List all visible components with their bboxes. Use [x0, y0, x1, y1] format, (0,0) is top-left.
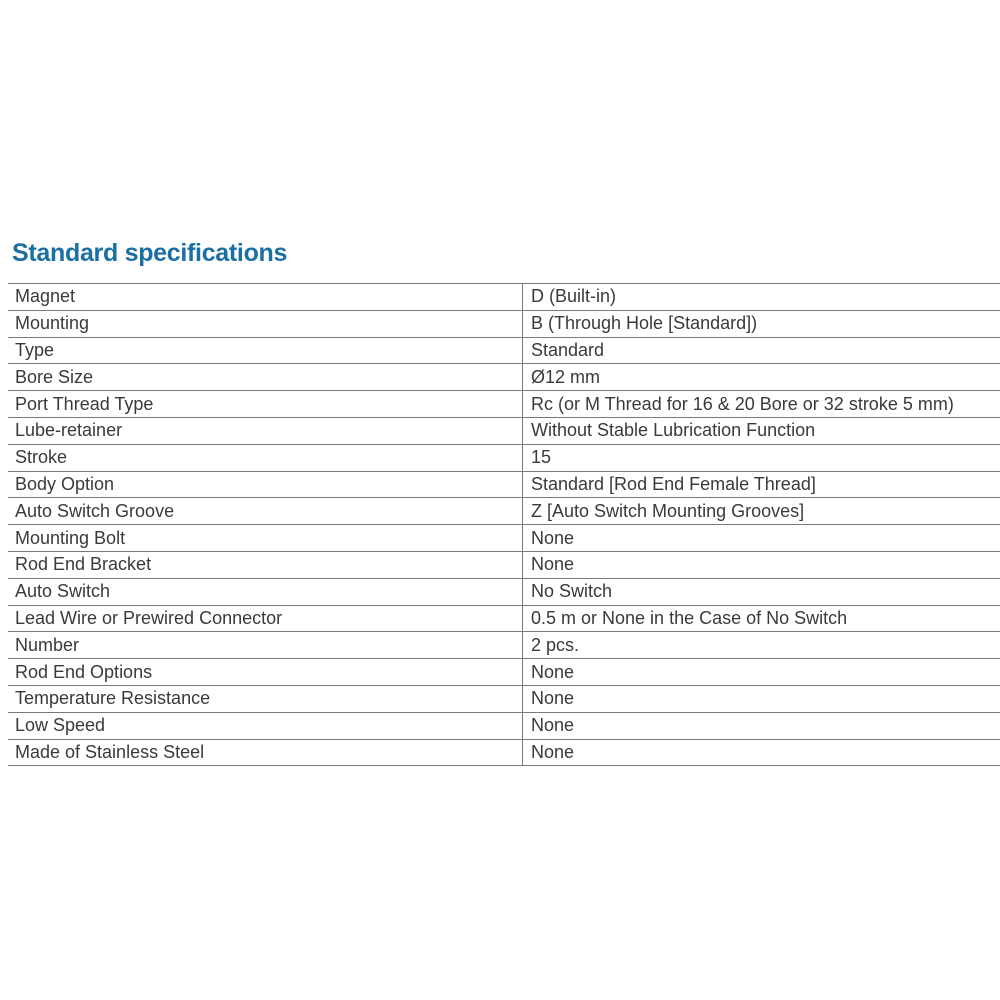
- spec-label: Low Speed: [8, 712, 523, 739]
- table-row: [8, 659, 1000, 686]
- spec-label: Temperature Resistance: [8, 685, 523, 712]
- spec-value: Ø12 mm: [523, 364, 1000, 391]
- spec-value: 0.5 m or None in the Case of No Switch: [523, 605, 1000, 632]
- spec-value: None: [523, 685, 1000, 712]
- spec-table: [8, 283, 1000, 766]
- spec-value: Standard: [523, 337, 1000, 364]
- spec-value: No Switch: [523, 578, 1000, 605]
- table-row: [8, 471, 1000, 498]
- spec-label: Auto Switch Groove: [8, 498, 523, 525]
- spec-table-body: [8, 284, 1000, 766]
- spec-value: Without Stable Lubrication Function: [523, 417, 1000, 444]
- spec-label: Auto Switch: [8, 578, 523, 605]
- spec-value: None: [523, 525, 1000, 552]
- spec-label: Port Thread Type: [8, 391, 523, 418]
- spec-label: Mounting: [8, 310, 523, 337]
- spec-label: Magnet: [8, 284, 523, 311]
- table-row: [8, 444, 1000, 471]
- table-row: [8, 525, 1000, 552]
- table-row: [8, 284, 1000, 311]
- spec-label: Stroke: [8, 444, 523, 471]
- spec-value: None: [523, 551, 1000, 578]
- spec-value: Standard [Rod End Female Thread]: [523, 471, 1000, 498]
- spec-value: 15: [523, 444, 1000, 471]
- table-row: [8, 310, 1000, 337]
- table-row: [8, 364, 1000, 391]
- spec-label: Mounting Bolt: [8, 525, 523, 552]
- table-row: [8, 551, 1000, 578]
- table-row: [8, 632, 1000, 659]
- spec-value: None: [523, 712, 1000, 739]
- table-row: [8, 417, 1000, 444]
- spec-label: Number: [8, 632, 523, 659]
- table-row: [8, 712, 1000, 739]
- table-row: [8, 578, 1000, 605]
- spec-label: Lube-retainer: [8, 417, 523, 444]
- spec-value: Z [Auto Switch Mounting Grooves]: [523, 498, 1000, 525]
- spec-value: B (Through Hole [Standard]): [523, 310, 1000, 337]
- page-title: Standard specifications: [12, 239, 288, 267]
- table-row: [8, 685, 1000, 712]
- spec-value: None: [523, 659, 1000, 686]
- spec-label: Rod End Bracket: [8, 551, 523, 578]
- spec-label: Rod End Options: [8, 659, 523, 686]
- table-row: [8, 739, 1000, 766]
- spec-value: Rc (or M Thread for 16 & 20 Bore or 32 stroke 5 mm): [523, 391, 1000, 418]
- table-row: [8, 391, 1000, 418]
- spec-value: D (Built-in): [523, 284, 1000, 311]
- spec-label: Lead Wire or Prewired Connector: [8, 605, 523, 632]
- spec-label: Made of Stainless Steel: [8, 739, 523, 766]
- table-row: [8, 498, 1000, 525]
- spec-value: 2 pcs.: [523, 632, 1000, 659]
- spec-label: Body Option: [8, 471, 523, 498]
- table-row: [8, 605, 1000, 632]
- spec-value: None: [523, 739, 1000, 766]
- spec-label: Type: [8, 337, 523, 364]
- table-row: [8, 337, 1000, 364]
- spec-label: Bore Size: [8, 364, 523, 391]
